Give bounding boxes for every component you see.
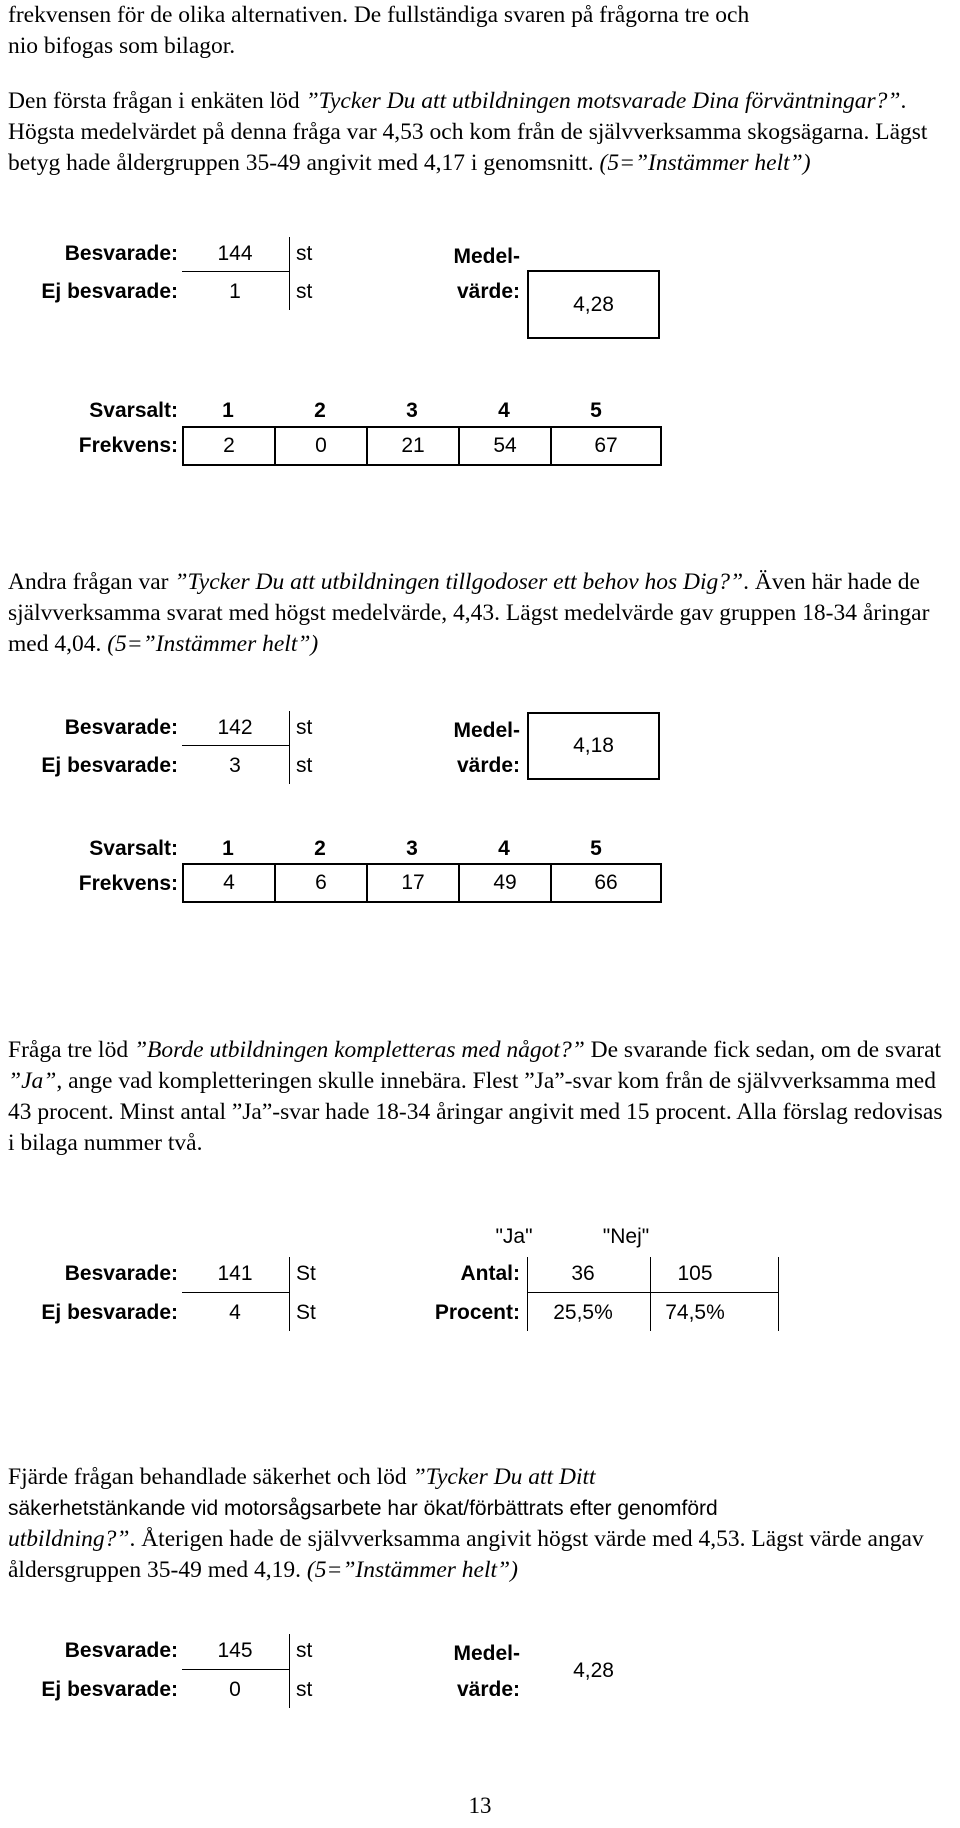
- q3-unanswered-label: Ej besvarade:: [41, 1301, 178, 1324]
- q1-freq-2: 0: [274, 426, 368, 466]
- q2-freq-2: 6: [274, 863, 368, 903]
- q1-unanswered-value: 1: [229, 280, 241, 303]
- q4-answered-label: Besvarade:: [64, 1639, 178, 1662]
- q2-scale-1: 1: [222, 837, 234, 860]
- q1-stats-divider: [289, 237, 290, 310]
- q2-freq-5: 66: [550, 863, 662, 903]
- q2-freq-3: 17: [366, 863, 460, 903]
- q2-unanswered-label: Ej besvarade:: [41, 754, 178, 777]
- q3-count-label: Antal:: [460, 1262, 520, 1285]
- q1-mean-label-1: Medel-: [453, 245, 520, 268]
- q1-unanswered-unit: st: [296, 280, 313, 303]
- q1-freq-4: 54: [458, 426, 552, 466]
- q4-question-line3: utbildning?”: [8, 1526, 130, 1552]
- q4-text-after: . Återigen hade de självverksamma angivit högst värde med 4,53. Lägst värde angav åldersgruppen 35-49 med 4,19.: [8, 1526, 924, 1583]
- q2-mean-label-1: Medel-: [453, 719, 520, 742]
- q2-paragraph: [8, 567, 953, 660]
- q1-scale-3: 3: [406, 399, 418, 422]
- q4-paragraph: [8, 1462, 953, 1586]
- q1-answered-value: 144: [217, 242, 253, 265]
- q3-text-before: Fråga tre löd: [8, 1037, 134, 1063]
- q3-paragraph: [8, 1035, 953, 1159]
- q1-mean-label-2: värde:: [456, 280, 520, 303]
- q3-text-mid1: De svarande fick sedan, om de svarat: [584, 1037, 942, 1063]
- q1-question: ”Tycker Du att utbildningen motsvarade Dina förväntningar?”: [305, 88, 901, 114]
- q2-answered-value: 142: [217, 716, 253, 739]
- q2-answered-unit: st: [296, 716, 313, 739]
- q3-result-left-border: [527, 1257, 528, 1331]
- q2-answered-label: Besvarade:: [64, 716, 178, 739]
- q3-percent-label: Procent:: [434, 1301, 520, 1324]
- q4-answered-underline: [182, 1669, 290, 1670]
- q2-question: ”Tycker Du att utbildningen tillgodoser ett behov hos Dig?”: [174, 569, 744, 595]
- q3-percent-nej: 74,5%: [665, 1301, 725, 1324]
- q3-answered-label: Besvarade:: [64, 1262, 178, 1285]
- q3-question: ”Borde utbildningen kompletteras med något?”: [133, 1037, 585, 1063]
- q1-scale-4: 4: [498, 399, 510, 422]
- q4-text-before: Fjärde frågan behandlade säkerhet och löd: [8, 1464, 413, 1490]
- q1-paragraph: [8, 86, 953, 179]
- q3-result-row-divider: [527, 1292, 778, 1293]
- q2-scale-label: Svarsalt:: [89, 837, 178, 860]
- q1-scale-label: Svarsalt:: [89, 399, 178, 422]
- intro-paragraph: [8, 0, 953, 62]
- q3-col-ja: "Ja": [495, 1225, 533, 1248]
- q1-text-after: . Högsta medelvärdet på denna fråga var 4,53 och kom från de självverksamma skogsägarna. Lägst betyg hade åldergruppen 35-49 angivit med 4,17 i genomsnitt.: [8, 88, 928, 176]
- q4-unanswered-value: 0: [229, 1678, 241, 1701]
- q2-freq-label: Frekvens:: [78, 872, 178, 895]
- q3-percent-ja: 25,5%: [553, 1301, 613, 1324]
- intro-line-2: nio bifogas som bilagor.: [8, 33, 236, 59]
- q2-scale-2: 2: [314, 837, 326, 860]
- q1-freq-5: 67: [550, 426, 662, 466]
- q4-mean-value: 4,28: [573, 1659, 614, 1682]
- page-number: 13: [468, 1793, 492, 1818]
- q2-scale-5: 5: [590, 837, 602, 860]
- q2-stats-divider: [289, 711, 290, 784]
- q1-answered-label: Besvarade:: [64, 242, 178, 265]
- q4-question-line1: ”Tycker Du att Ditt: [412, 1464, 596, 1490]
- q3-stats-divider: [289, 1257, 290, 1331]
- q4-unanswered-label: Ej besvarade:: [41, 1678, 178, 1701]
- q1-scale-note: (5=”Instämmer helt”): [599, 150, 811, 176]
- q3-col-nej: "Nej": [602, 1225, 650, 1248]
- q2-unanswered-unit: st: [296, 754, 313, 777]
- q1-text-before: Den första frågan i enkäten löd: [8, 88, 306, 114]
- q3-text-mid2: , ange vad kompletteringen skulle innebära. Flest ”Ja”-svar kom från de självverksamma med 43 procent. Minst antal ”Ja”-svar hade 18-34 åringar angivit med 15 procent. Alla förslag redovisas i bilaga nummer två.: [8, 1068, 943, 1156]
- q4-unanswered-unit: st: [296, 1678, 313, 1701]
- q2-scale-note: (5=”Instämmer helt”): [107, 631, 319, 657]
- q1-scale-1: 1: [222, 399, 234, 422]
- q2-mean-value-box: 4,18: [527, 712, 660, 780]
- q1-freq-1: 2: [182, 426, 276, 466]
- q2-mean-label-2: värde:: [456, 754, 520, 777]
- q3-answered-underline: [182, 1292, 290, 1293]
- q2-scale-4: 4: [498, 837, 510, 860]
- q1-freq-label: Frekvens:: [78, 434, 178, 457]
- q3-answered-unit: St: [296, 1262, 316, 1285]
- q3-unanswered-value: 4: [229, 1301, 241, 1324]
- q2-scale-3: 3: [406, 837, 418, 860]
- q1-answered-underline: [182, 271, 290, 272]
- q4-question-line2: säkerhetstänkande vid motorsågsarbete har ökat/förbättrats efter genomförd: [8, 1497, 718, 1520]
- q4-stats-divider: [289, 1634, 290, 1708]
- q4-answered-value: 145: [217, 1639, 253, 1662]
- q3-ja-word: ”Ja”: [8, 1068, 57, 1094]
- q1-unanswered-label: Ej besvarade:: [41, 280, 178, 303]
- q3-result-right-border: [778, 1257, 779, 1331]
- intro-line-1: frekvensen för de olika alternativen. De fullständiga svaren på frågorna tre och: [8, 2, 750, 28]
- q1-scale-2: 2: [314, 399, 326, 422]
- q1-scale-5: 5: [590, 399, 602, 422]
- q2-freq-1: 4: [182, 863, 276, 903]
- q3-unanswered-unit: St: [296, 1301, 316, 1324]
- q3-answered-value: 141: [217, 1262, 253, 1285]
- q3-count-ja: 36: [571, 1262, 595, 1285]
- q2-freq-4: 49: [458, 863, 552, 903]
- q2-text-after: . Även här hade de självverksamma svarat med högst medelvärde, 4,43. Lägst medelvärde gav gruppen 18-34 åringar med 4,04.: [8, 569, 930, 657]
- q4-scale-note: (5=”Instämmer helt”): [306, 1557, 518, 1583]
- q1-freq-3: 21: [366, 426, 460, 466]
- q1-answered-unit: st: [296, 242, 313, 265]
- q2-text-before: Andra frågan var: [8, 569, 175, 595]
- q4-mean-label-1: Medel-: [453, 1642, 520, 1665]
- q4-answered-unit: st: [296, 1639, 313, 1662]
- q3-count-nej: 105: [677, 1262, 713, 1285]
- q4-mean-label-2: värde:: [456, 1678, 520, 1701]
- q1-mean-value-box: 4,28: [527, 270, 660, 339]
- q2-unanswered-value: 3: [229, 754, 241, 777]
- q2-answered-underline: [182, 745, 290, 746]
- q3-result-col-divider: [650, 1257, 651, 1331]
